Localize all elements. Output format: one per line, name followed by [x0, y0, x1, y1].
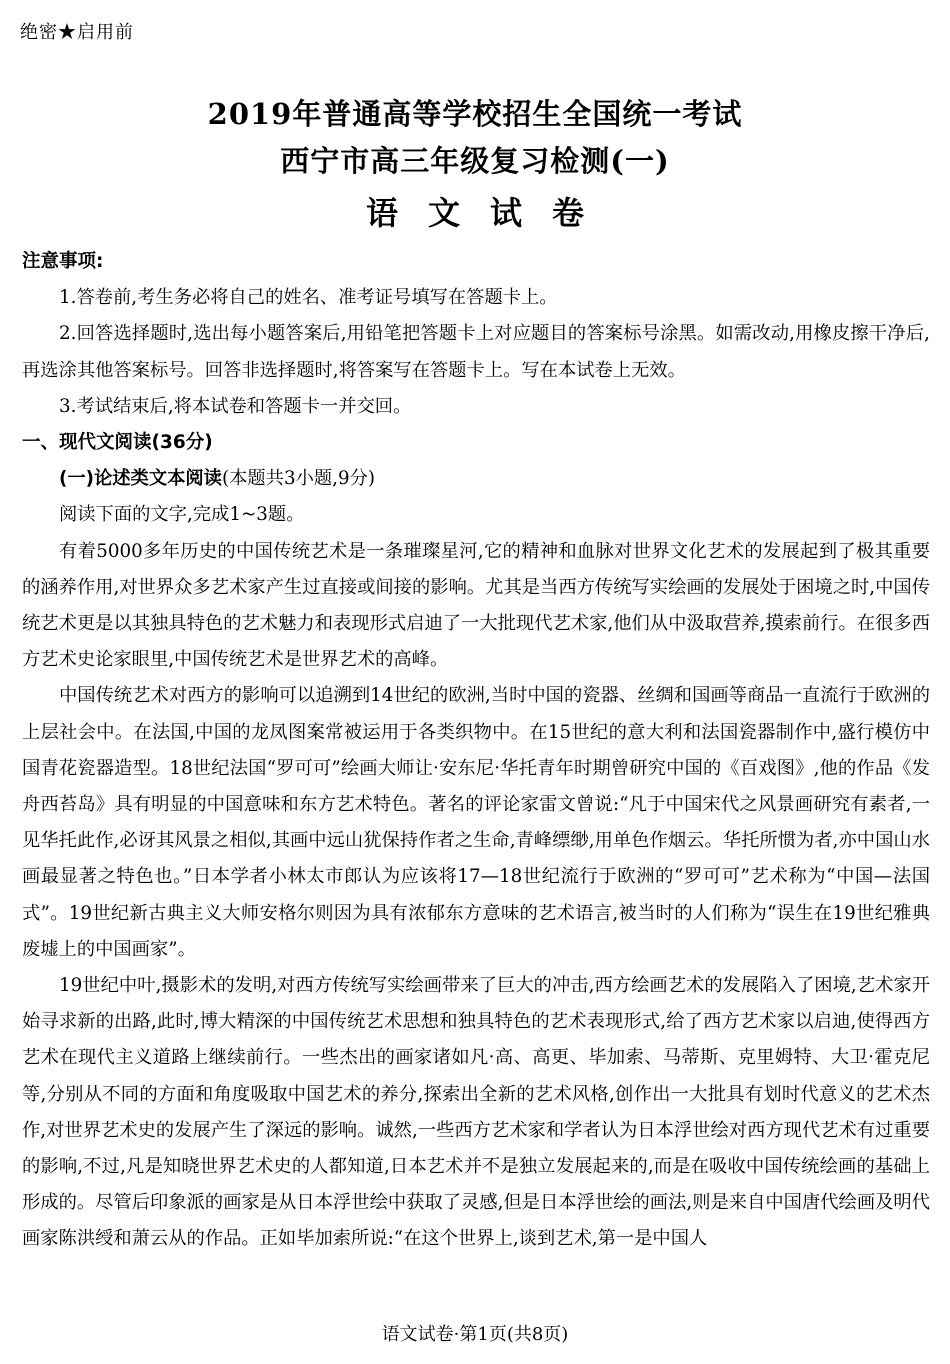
section-heading: 一、现代文阅读(36分)	[22, 432, 213, 454]
note-item: 1.答卷前,考生务必将自己的姓名、准考证号填写在答题卡上。	[59, 287, 558, 309]
content-body	[22, 244, 930, 1258]
passage-paragraph: 有着5000多年历史的中国传统艺术是一条璀璨星河,它的精神和血脉对世界文化艺术的发展起到了极其重要的涵养作用,对世界众多艺术家产生过直接或间接的影响。尤其是当西方传统写实绘画的发展处于困境之时,中国传统艺术更是以其独具特色的艺术魅力和表现形式启迪了一大批现代艺术家,他们从中汲取营养,摸索前行。在很多西方艺术史论家眼里,中国传统艺术是世界艺术的高峰。	[22, 540, 930, 671]
subsection-title: (一)论述类文本阅读	[59, 468, 222, 490]
note-item: 2.回答选择题时,选出每小题答案后,用铅笔把答题卡上对应题目的答案标号涂黑。如需改动,用橡皮擦干净后,再选涂其他答案标号。回答非选择题时,将答案写在答题卡上。写在本试卷上无效。	[22, 323, 930, 381]
passage-paragraph: 中国传统艺术对西方的影响可以追溯到14世纪的欧洲,当时中国的瓷器、丝绸和国画等商品一直流行于欧洲的上层社会中。在法国,中国的龙凤图案常被运用于各类织物中。在15世纪的意大利和法国瓷器制作中,盛行模仿中国青花瓷器造型。18世纪法国“罗可可”绘画大师让·安东尼·华托青年时期曾研究中国的《百戏图》,他的作品《发舟西苔岛》具有明显的中国意味和东方艺术特色。著名的评论家雷文曾说:“凡于中国宋代之风景画研究有素者,一见华托此作,必讶其风景之相似,其画中远山犹保持作者之生命,青峰缥缈,用单色作烟云。华托所惯为者,亦中国山水画最显著之特色也。”日本学者小林太市郎认为应该将17—18世纪流行于欧洲的“罗可可”艺术称为“中国—法国式”。19世纪新古典主义大师安格尔则因为具有浓郁东方意味的艺术语言,被当时的人们称为“误生在19世纪雅典废墟上的中国画家”。	[22, 685, 930, 960]
reading-instruction: 阅读下面的文字,完成1~3题。	[59, 504, 305, 526]
subsection-info: (本题共3小题,9分)	[221, 468, 375, 490]
exam-title: 2019年普通高等学校招生全国统一考试	[207, 97, 743, 131]
confidential-mark: 绝密★启用前	[20, 22, 134, 43]
subject-title: 语文试卷	[365, 194, 614, 232]
page-footer: 语文试卷·第1页(共8页)	[381, 1324, 569, 1345]
passage-paragraph: 19世纪中叶,摄影术的发明,对西方传统写实绘画带来了巨大的冲击,西方绘画艺术的发展陷入了困境,艺术家开始寻求新的出路,此时,博大精深的中国传统艺术思想和独具特色的艺术表现形式,给了西方艺术家以启迪,使得西方艺术在现代主义道路上继续前行。一些杰出的画家诸如凡·高、高更、毕加索、马蒂斯、克里姆特、大卫·霍克尼等,分别从不同的方面和角度吸取中国艺术的养分,探索出全新的艺术风格,创作出一大批具有划时代意义的艺术杰作,对世界艺术史的发展产生了深远的影响。诚然,一些西方艺术家和学者认为日本浮世绘对西方现代艺术有过重要的影响,不过,凡是知晓世界艺术史的人都知道,日本艺术并不是独立发展起来的,而是在吸收中国传统绘画的基础上形成的。尽管后印象派的画家是从日本浮世绘中获取了灵感,但是日本浮世绘的画法,则是来自中国唐代绘画及明代画家陈洪绶和萧云从的作品。正如毕加索所说:“在这个世界上,谈到艺术,第一是中国人	[22, 975, 930, 1250]
note-item: 3.考试结束后,将本试卷和答题卡一并交回。	[59, 395, 412, 417]
notes-heading: 注意事项:	[22, 251, 104, 272]
title-block	[0, 94, 950, 235]
exam-subtitle: 西宁市高三年级复习检测(一)	[280, 144, 670, 178]
subsection-heading	[22, 461, 930, 497]
